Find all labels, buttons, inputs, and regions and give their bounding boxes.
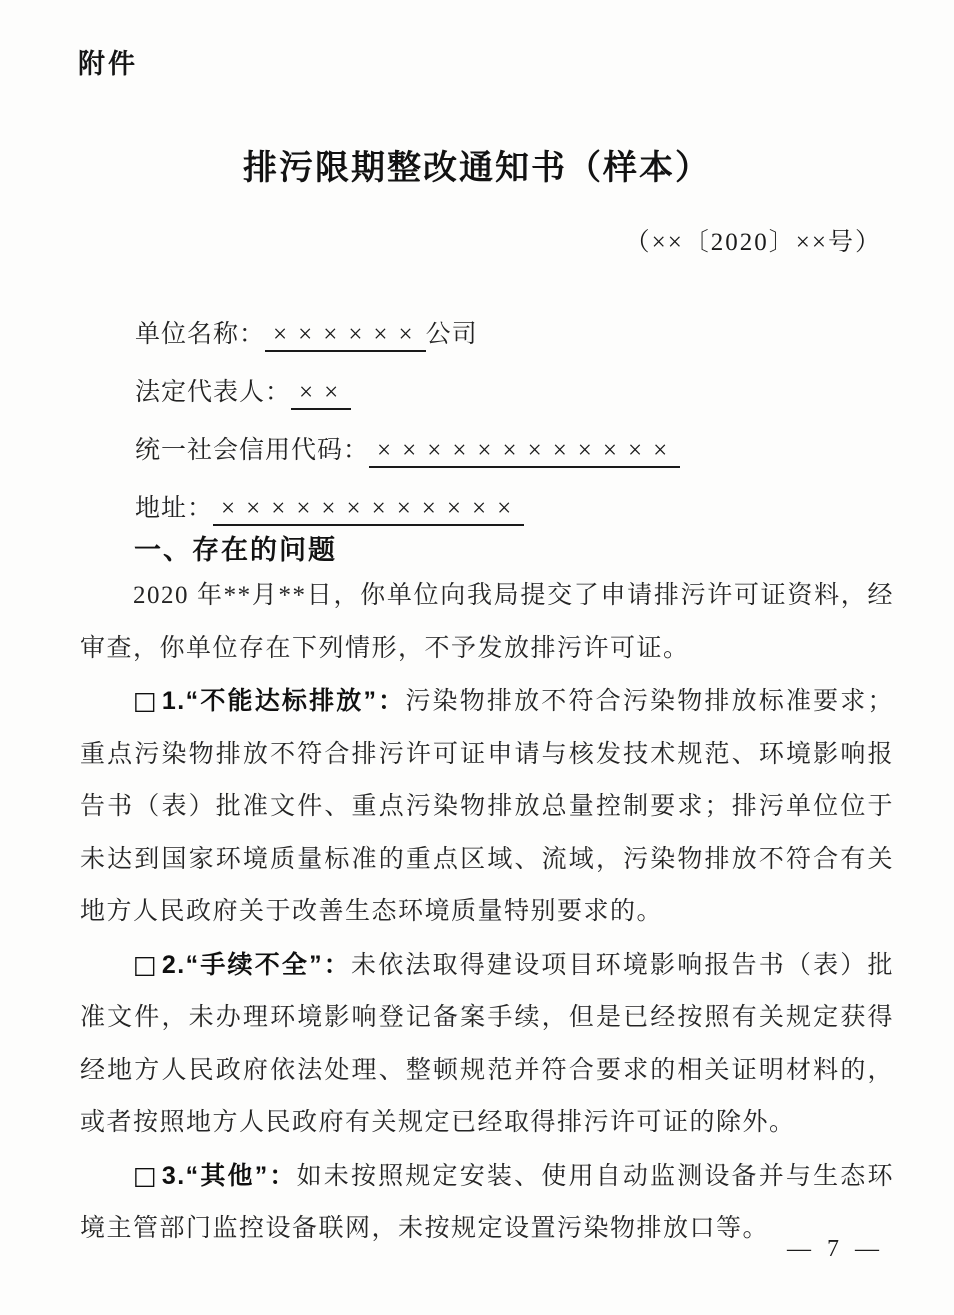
field-value-underlined: ×××××××××××× — [213, 495, 524, 526]
issue-lead — [133, 1162, 297, 1190]
info-fields — [135, 314, 680, 546]
field-credit-code — [135, 430, 680, 468]
field-address — [135, 488, 680, 526]
field-unit-name — [135, 314, 680, 352]
paragraph-intro — [80, 570, 894, 675]
issue-lead-text: 1.“不能达标排放”： — [161, 687, 406, 715]
field-label: 单位名称： — [135, 321, 266, 348]
page-title: 排污限期整改通知书（样本） — [243, 149, 711, 187]
doc-number: （××〔2020〕××号） — [624, 229, 882, 256]
issue-lead — [133, 687, 405, 715]
field-label: 法定代表人： — [135, 379, 292, 406]
issue-lead-text: 3.“其他”： — [161, 1161, 297, 1190]
issue-lead-text: 2.“手续不全”： — [161, 950, 351, 979]
issue-item-3 — [80, 1150, 894, 1256]
issue-item-1 — [80, 675, 894, 939]
issue-lead — [133, 951, 351, 979]
attachment-label: 附件 — [78, 49, 138, 79]
field-value-underlined: ×××××× — [265, 321, 426, 352]
document-body — [80, 570, 894, 1256]
field-suffix: 公司 — [425, 321, 478, 348]
paragraph-text: 如未按照规定安装、使用自动监测设备并与生态环境主管部门监控设备联网，未按规定设置污染物排放口等。 — [80, 1162, 894, 1242]
paragraph-text: 未依法取得建设项目环境影响报告书（表）批准文件，未办理环境影响登记备案手续，但是已经按照有关规定获得经地方人民政府依法处理、整顿规范并符合要求的相关证明材料的，或者按照地方人民政府有关规定已经取得排污许可证的除外。 — [80, 951, 894, 1136]
field-value-underlined: ×× — [291, 379, 351, 410]
field-label: 地址： — [135, 495, 214, 522]
checkbox-icon: □ — [133, 1160, 159, 1190]
paragraph-text: 污染物排放不符合污染物排放标准要求；重点污染物排放不符合排污许可证申请与核发技术规范、环境影响报告书（表）批准文件、重点污染物排放总量控制要求；排污单位位于未达到国家环境质量标准的重点区域、流域，污染物排放不符合有关地方人民政府关于改善生态环境质量特别要求的。 — [80, 688, 894, 925]
issue-item-2 — [80, 939, 894, 1150]
page-number: — 7 — — [787, 1236, 884, 1262]
section-heading-problems: 一、存在的问题 — [134, 535, 337, 565]
field-legal-representative — [135, 372, 680, 410]
paragraph-text: 2020 年**月**日，你单位向我局提交了申请排污许可证资料，经审查，你单位存在下列情形，不予发放排污许可证。 — [80, 582, 894, 662]
field-label: 统一社会信用代码： — [135, 437, 370, 464]
field-value-underlined: ×××××××××××× — [369, 437, 680, 468]
checkbox-icon: □ — [133, 686, 159, 715]
checkbox-icon: □ — [133, 949, 159, 979]
